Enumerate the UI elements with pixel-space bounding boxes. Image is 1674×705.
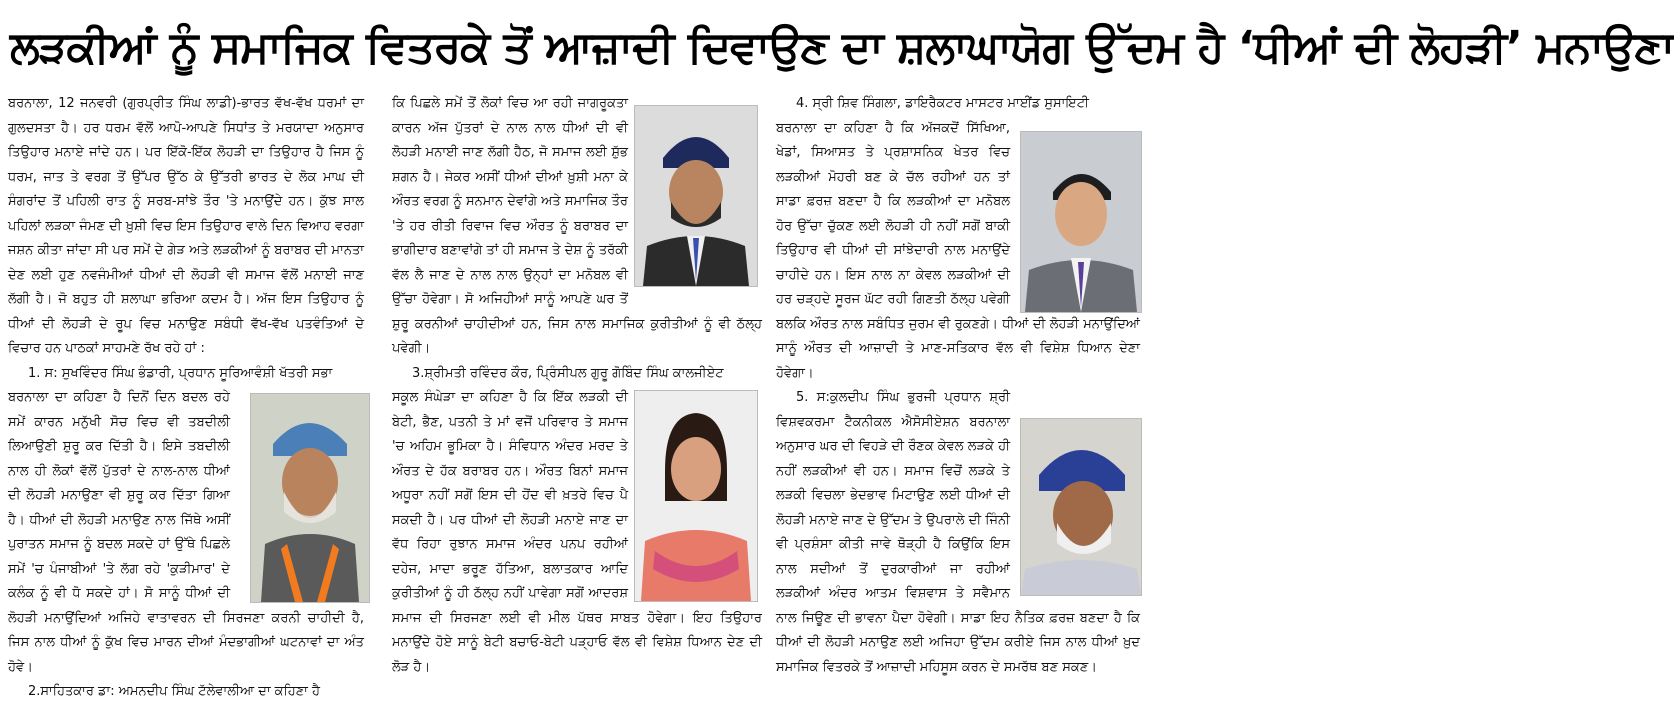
portrait-photo-3 — [634, 390, 758, 602]
portrait-photo-4 — [1020, 131, 1142, 313]
portrait-photo-5 — [1020, 418, 1142, 596]
portrait-photo-2 — [634, 105, 758, 287]
speaker-5-text: 5. ਸ:ਕੁਲਦੀਪ ਸਿੰਘ ਭੁਰਜੀ ਪ੍ਰਧਾਨ ਸ਼੍ਰੀ ਵਿਸ਼ਵਕਰਮਾ ਟੈਕਨੀਕਲ ਐਸੋਸੀਏਸ਼ਨ ਬਰਨਾਲਾ ਅਨੁਸਾਰ ਘਰ ਦੀ ਵਿਹੜੇ ਦੀ ਰੌਣਕ ਕੇਵਲ ਲੜਕੇ ਹੀ ਨਹੀਂ ਲੜਕੀਆਂ ਵੀ ਹਨ। ਸਮਾਜ ਵਿਚੋਂ ਲੜਕੇ ਤੇ ਲੜਕੀ ਵਿਚਲਾ ਭੇਦਭਾਵ ਮਿਟਾਉਣ ਲਈ ਧੀਆਂ ਦੀ ਲੋਹੜੀ ਮਨਾਏ ਜਾਣ ਦੇ ਉੱਦਮ ਤੇ ਉਪਰਾਲੇ ਦੀ ਜਿੰਨੀ ਵੀ ਪ੍ਰਸ਼ੰਸਾ ਕੀਤੀ ਜਾਵੇ ਥੋੜ੍ਹੀ ਹੈ ਕਿਉਂਕਿ ਇਸ ਨਾਲ ਸਦੀਆਂ ਤੋਂ ਦੁਰਕਾਰੀਆਂ ਜਾ ਰਹੀਆਂ ਲੜਕੀਆਂ ਅੰਦਰ ਆਤਮ ਵਿਸ਼ਵਾਸ ਤੇ ਸਵੈਮਾਨ ਨਾਲ ਜਿਊਣ ਦੀ ਭਾਵਨਾ ਪੈਦਾ ਹੋਵੇਗੀ। ਸਾਡਾ ਇਹ ਨੈਤਿਕ ਫ਼ਰਜ਼ ਬਣਦਾ ਹੈ ਕਿ ਧੀਆਂ ਦੀ ਲੋਹੜੀ ਮਨਾਉਣ ਲਈ ਅਜਿਹਾ ਉੱਦਮ ਕਰੀਏ ਜਿਸ ਨਾਲ ਧੀਆਂ ਖ਼ੁਦ ਸਮਾਜਿਕ ਵਿਤਰਕੇ ਤੋਂ ਆਜ਼ਾਦੀ ਮਹਿਸੂਸ ਕਰਨ ਦੇ ਸਮਰੱਥ ਬਣ ਸਕਣ। — [776, 390, 1140, 675]
speaker-2-text: ਕਿ ਪਿਛਲੇ ਸਮੇਂ ਤੋਂ ਲੋਕਾਂ ਵਿਚ ਆ ਰਹੀ ਜਾਗਰੂਕਤਾ ਕਾਰਨ ਅੱਜ ਪੁੱਤਰਾਂ ਦੇ ਨਾਲ ਨਾਲ ਧੀਆਂ ਦੀ ਵੀ ਲੋਹੜੀ ਮਨਾਈ ਜਾਣ ਲੱਗੀ ਹੈਠ, ਜੋ ਸਮਾਜ ਲਈ ਸ਼ੁੱਭ ਸ਼ਗਨ ਹੈ। ਜੇਕਰ ਅਸੀਂ ਧੀਆਂ ਦੀਆਂ ਖ਼ੁਸ਼ੀ ਮਨਾ ਕੇ ਔਰਤ ਵਰਗ ਨੂੰ ਸਨਮਾਨ ਦੇਵਾਂਗੇ ਅਤੇ ਸਮਾਜਿਕ ਤੌਰ 'ਤੇ ਹਰ ਰੀਤੀ ਰਿਵਾਜ ਵਿਚ ਔਰਤ ਨੂੰ ਬਰਾਬਰ ਦਾ ਭਾਗੀਦਾਰ ਬਣਾਵਾਂਗੇ ਤਾਂ ਹੀ ਸਮਾਜ ਤੇ ਦੇਸ਼ ਨੂੰ ਤਰੱਕੀ ਵੱਲ ਲੈ ਜਾਣ ਦੇ ਨਾਲ ਨਾਲ ਉਨ੍ਹਾਂ ਦਾ ਮਨੋਬਲ ਵੀ ਉੱਚਾ ਹੋਵੇਗਾ। ਸੋ ਅਜਿਹੀਆਂ ਸਾਨੂੰ ਆਪਣੇ ਘਰ ਤੋਂ ਸ਼ੁਰੂ ਕਰਨੀਆਂ ਚਾਹੀਦੀਆਂ ਹਨ, ਜਿਸ ਨਾਲ ਸਮਾਜਿਕ ਕੁਰੀਤੀਆਂ ਨੂੰ ਵੀ ਠੱਲ੍ਹ ਪਵੇਗੀ। — [392, 96, 762, 356]
speaker-3-heading: 3.ਸ਼੍ਰੀਮਤੀ ਰਵਿੰਦਰ ਕੌਰ, ਪ੍ਰਿੰਸੀਪਲ ਗੁਰੂ ਗੋਬਿੰਦ ਸਿੰਘ ਕਾਲਜੀਏਟ — [412, 365, 724, 381]
speaker-4-text: ਬਰਨਾਲਾ ਦਾ ਕਹਿਣਾ ਹੈ ਕਿ ਅੱਜਕਦੋਂ ਸਿੱਖਿਆ, ਖੇਡਾਂ, ਸਿਆਸਤ ਤੇ ਪ੍ਰਸ਼ਾਸਨਿਕ ਖੇਤਰ ਵਿਚ ਲੜਕੀਆਂ ਮੋਹਰੀ ਬਣ ਕੇ ਚੱਲ ਰਹੀਆਂ ਹਨ ਤਾਂ ਸਾਡਾ ਫ਼ਰਜ਼ ਬਣਦਾ ਹੈ ਕਿ ਲੜਕੀਆਂ ਦਾ ਮਨੋਬਲ ਹੋਰ ਉੱਚਾ ਚੁੱਕਣ ਲਈ ਲੋਹੜੀ ਹੀ ਨਹੀਂ ਸਗੋਂ ਬਾਕੀ ਤਿਉਹਾਰ ਵੀ ਧੀਆਂ ਦੀ ਸਾਂਝੇਦਾਰੀ ਨਾਲ ਮਨਾਉਂਦੇ ਚਾਹੀਦੇ ਹਨ। ਇਸ ਨਾਲ ਨਾ ਕੇਵਲ ਲੜਕੀਆਂ ਦੀ ਹਰ ਚੜ੍ਹਦੇ ਸੂਰਜ ਘੱਟ ਰਹੀ ਗਿਣਤੀ ਠੱਲ੍ਹ ਪਵੇਗੀ ਬਲਕਿ ਔਰਤ ਨਾਲ ਸਬੰਧਿਤ ਜੁਰਮ ਵੀ ਰੁਕਣਗੇ। ਧੀਆਂ ਦੀ ਲੋਹੜੀ ਮਨਾਉਂਦਿਆਂ ਸਾਨੂੰ ਔਰਤ ਦੀ ਆਜ਼ਾਦੀ ਤੇ ਮਾਣ-ਸਤਿਕਾਰ ਵੱਲ ਵੀ ਵਿਸ਼ੇਸ਼ ਧਿਆਨ ਦੇਣਾ ਹੋਵੇਗਾ। — [776, 120, 1140, 381]
speaker-4-heading: 4. ਸ੍ਰੀ ਸ਼ਿਵ ਸਿੰਗਲਾ, ਡਾਇਰੈਕਟਰ ਮਾਸਟਰ ਮਾਈਂਡ ਸੁਸਾਇਟੀ — [796, 96, 1089, 111]
portrait-photo-1 — [250, 393, 370, 603]
article-intro: ਬਰਨਾਲਾ, 12 ਜਨਵਰੀ (ਗੁਰਪ੍ਰੀਤ ਸਿੰਘ ਲਾਡੀ)-ਭਾਰਤ ਵੱਖ-ਵੱਖ ਧਰਮਾਂ ਦਾ ਗੁਲਦਸਤਾ ਹੈ। ਹਰ ਧਰਮ ਵੱਲੋਂ ਆਪੋ-ਆਪਣੇ ਸਿਧਾਂਤ ਤੇ ਮਰਯਾਦਾ ਅਨੁਸਾਰ ਤਿਉਹਾਰ ਮਨਾਏ ਜਾਂਦੇ ਹਨ। ਪਰ ਇੱਕੋ-ਇੱਕ ਲੋਹੜੀ ਦਾ ਤਿਉਹਾਰ ਹੈ ਜਿਸ ਨੂੰ ਧਰਮ, ਜਾਤ ਤੇ ਵਰਗ ਤੋਂ ਉੱਪਰ ਉੱਠ ਕੇ ਉੱਤਰੀ ਭਾਰਤ ਦੇ ਲੋਕ ਮਾਘ ਦੀ ਸੰਗਰਾਂਦ ਤੋਂ ਪਹਿਲੀ ਰਾਤ ਨੂੰ ਸਰਬ-ਸਾਂਝੇ ਤੌਰ 'ਤੇ ਮਨਾਉਂਦੇ ਹਨ। ਕੁੱਝ ਸਾਲ ਪਹਿਲਾਂ ਲੜਕਾ ਜੰਮਣ ਦੀ ਖ਼ੁਸ਼ੀ ਵਿਚ ਇਸ ਤਿਉਹਾਰ ਵਾਲੇ ਦਿਨ ਵਿਆਹ ਵਰਗਾ ਜਸ਼ਨ ਕੀਤਾ ਜਾਂਦਾ ਸੀ ਪਰ ਸਮੇਂ ਦੇ ਗੇੜ ਅਤੇ ਲੜਕੀਆਂ ਨੂੰ ਬਰਾਬਰ ਦੀ ਮਾਨਤਾ ਦੇਣ ਲਈ ਹੁਣ ਨਵਜੰਮੀਆਂ ਧੀਆਂ ਦੀ ਲੋਹੜੀ ਵੀ ਸਮਾਜ ਵੱਲੋਂ ਮਨਾਈ ਜਾਣ ਲੱਗੀ ਹੈ। ਜੋ ਬਹੁਤ ਹੀ ਸ਼ਲਾਘਾ ਭਰਿਆ ਕਦਮ ਹੈ। ਅੱਜ ਇਸ ਤਿਉਹਾਰ ਨੂੰ ਧੀਆਂ ਦੀ ਲੋਹੜੀ ਦੇ ਰੂਪ ਵਿਚ ਮਨਾਉਣ ਸਬੰਧੀ ਵੱਖ-ਵੱਖ ਪਤਵੰਤਿਆਂ ਦੇ ਵਿਚਾਰ ਹਨ ਪਾਠਕਾਂ ਸਾਹਮਣੇ ਰੱਖ ਰਹੇ ਹਾਂ : — [8, 96, 364, 356]
headline: ਲੜਕੀਆਂ ਨੂੰ ਸਮਾਜਿਕ ਵਿਤਰਕੇ ਤੋਂ ਆਜ਼ਾਦੀ ਦਿਵਾਉਣ ਦਾ ਸ਼ਲਾਘਾਯੋਗ ਉੱਦਮ ਹੈ ‘ਧੀਆਂ ਦੀ ਲੋਹੜੀ’ ਮਨਾਉਣਾ — [10, 22, 1674, 73]
speaker-1-text: ਬਰਨਾਲਾ ਦਾ ਕਹਿਣਾ ਹੈ ਦਿਨੋਂ ਦਿਨ ਬਦਲ ਰਹੇ ਸਮੇਂ ਕਾਰਨ ਮਨੁੱਖੀ ਸੋਚ ਵਿਚ ਵੀ ਤਬਦੀਲੀ ਲਿਆਉਣੀ ਸ਼ੁਰੂ ਕਰ ਦਿੱਤੀ ਹੈ। ਇਸੇ ਤਬਦੀਲੀ ਨਾਲ ਹੀ ਲੋਕਾਂ ਵੱਲੋਂ ਪੁੱਤਰਾਂ ਦੇ ਨਾਲ-ਨਾਲ ਧੀਆਂ ਦੀ ਲੋਹੜੀ ਮਨਾਉਣਾ ਵੀ ਸ਼ੁਰੂ ਕਰ ਦਿੱਤਾ ਗਿਆ ਹੈ। ਧੀਆਂ ਦੀ ਲੋਹੜੀ ਮਨਾਉਣ ਨਾਲ ਜਿੱਥੇ ਅਸੀਂ ਪੁਰਾਤਨ ਸਮਾਜ ਨੂੰ ਬਦਲ ਸਕਦੇ ਹਾਂ ਉੱਥੇ ਪਿਛਲੇ ਸਮੇਂ 'ਚ ਪੰਜਾਬੀਆਂ 'ਤੇ ਲੱਗ ਰਹੇ 'ਕੁੜੀਮਾਰ' ਦੇ ਕਲੰਕ ਨੂੰ ਵੀ ਧੋ ਸਕਦੇ ਹਾਂ। ਸੋ ਸਾਨੂੰ ਧੀਆਂ ਦੀ ਲੋਹੜੀ ਮਨਾਉਂਦਿਆਂ ਅਜਿਹੇ ਵਾਤਾਵਰਨ ਦੀ ਸਿਰਜਣਾ ਕਰਨੀ ਚਾਹੀਦੀ ਹੈ, ਜਿਸ ਨਾਲ ਧੀਆਂ ਨੂੰ ਕੁੱਖ ਵਿਚ ਮਾਰਨ ਦੀਆਂ ਮੰਦਭਾਗੀਆਂ ਘਟਨਾਵਾਂ ਦਾ ਅੰਤ ਹੋਵੇ। — [8, 390, 364, 675]
speaker-1-heading: 1. ਸ: ਸੁਖਵਿੰਦਰ ਸਿੰਘ ਭੰਡਾਰੀ, ਪ੍ਰਧਾਨ ਸੂਰਿਆਵੰਸ਼ੀ ਖੱਤਰੀ ਸਭਾ — [28, 365, 333, 381]
speaker-2-heading: 2.ਸਾਹਿਤਕਾਰ ਡਾ: ਅਮਨਦੀਪ ਸਿੰਘ ਟੱਲੇਵਾਲੀਆ ਦਾ ਕਹਿਣਾ ਹੈ — [28, 684, 321, 699]
speaker-3-text: ਸਕੂਲ ਸੰਘੇੜਾ ਦਾ ਕਹਿਣਾ ਹੈ ਕਿ ਇੱਕ ਲੜਕੀ ਦੀ ਬੇਟੀ, ਭੈਣ, ਪਤਨੀ ਤੇ ਮਾਂ ਵਜੋਂ ਪਰਿਵਾਰ ਤੇ ਸਮਾਜ 'ਚ ਅਹਿਮ ਭੂਮਿਕਾ ਹੈ। ਸੰਵਿਧਾਨ ਅੰਦਰ ਮਰਦ ਤੇ ਔਰਤ ਦੇ ਹੱਕ ਬਰਾਬਰ ਹਨ। ਔਰਤ ਬਿਨਾਂ ਸਮਾਜ ਅਧੂਰਾ ਨਹੀਂ ਸਗੋਂ ਇਸ ਦੀ ਹੋਂਦ ਵੀ ਖ਼ਤਰੇ ਵਿਚ ਪੈ ਸਕਦੀ ਹੈ। ਪਰ ਧੀਆਂ ਦੀ ਲੋਹੜੀ ਮਨਾਏ ਜਾਣ ਦਾ ਵੱਧ ਰਿਹਾ ਰੁਝਾਨ ਸਮਾਜ ਅੰਦਰ ਪਨਪ ਰਹੀਆਂ ਦਹੇਜ, ਮਾਦਾ ਭਰੂਣ ਹੱਤਿਆ, ਬਲਾਤਕਾਰ ਆਦਿ ਕੁਰੀਤੀਆਂ ਨੂੰ ਹੀ ਠੱਲ੍ਹ ਨਹੀਂ ਪਾਵੇਗਾ ਸਗੋਂ ਆਦਰਸ਼ ਸਮਾਜ ਦੀ ਸਿਰਜਣਾ ਲਈ ਵੀ ਮੀਲ ਪੱਥਰ ਸਾਬਤ ਹੋਵੇਗਾ। ਇਹ ਤਿਉਹਾਰ ਮਨਾਉਂਦੇ ਹੋਏ ਸਾਨੂੰ ਬੇਟੀ ਬਚਾਓ-ਬੇਟੀ ਪੜ੍ਹਾਓ ਵੱਲ ਵੀ ਵਿਸ਼ੇਸ਼ ਧਿਆਨ ਦੇਣ ਦੀ ਲੋੜ ਹੈ। — [392, 390, 762, 675]
